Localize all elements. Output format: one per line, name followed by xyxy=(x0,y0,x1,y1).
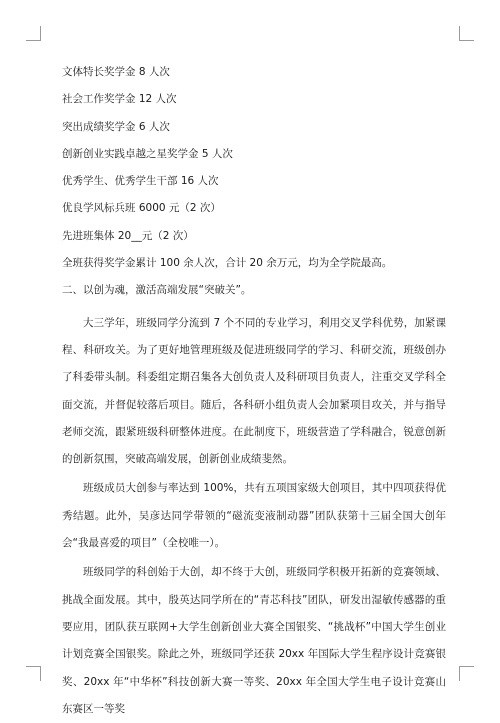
summary-line: 全班获得奖学金累计 100 余人次，合计 20 余万元，均为全学院最高。 xyxy=(62,257,393,270)
scholarship-item: 突出成绩奖学金 6 人次 xyxy=(62,120,170,133)
scholarship-item: 社会工作奖学金 12 人次 xyxy=(62,93,177,106)
scholarship-item: 优秀学生、优秀学生干部 16 人次 xyxy=(62,175,219,188)
scholarship-item: 先进班集体 20__元（2 次） xyxy=(62,229,194,242)
scholarship-item: 创新创业实践卓越之星奖学金 5 人次 xyxy=(62,147,233,160)
crop-mark-top-right xyxy=(459,26,474,41)
crop-mark-top-left xyxy=(26,26,41,41)
crop-mark-bottom-left xyxy=(26,666,41,681)
section-heading: 二、以创为魂，激活高端发展“突破关”。 xyxy=(62,284,252,297)
scholarship-item: 文体特长奖学金 8 人次 xyxy=(62,66,170,78)
body-paragraph-competitions: 班级同学的科创始于大创，却不终于大创，班级同学积极开拓新的竞赛领域、挑战全面发展。其中，殷英达同学所在的“青芯科技”团队，研发出湿敏传感器的重要应用，团队获互联网+大学生创新创业大赛全国银奖、“挑战杯”中国大学生创业计划竞赛全国银奖。除此之外，班级同学还获 20xx 年国际大学生程序设计竞赛银奖、20xx 年“中华杯”科技创新大赛一等奖、20xx 年全国大学生电子设计竞赛山东赛区一等奖 xyxy=(62,566,446,715)
body-paragraph-research: 大三学年，班级同学分流到 7 个不同的专业学习，利用交叉学科优势，加紧课程、科研攻关。为了更好地管理班级及促进班级同学的学习、科研交流，班级创办了科委带头制。科委组定期召集各大创负责人及科研项目负责人，注重交叉学科全面交流，并督促较落后项目。随后，各科研小组负责人会加紧项目攻关，并与指导老师交流，跟紧班级科研整体进度。在此制度下，班级营造了学科融合，锐意创新的创新氛围，突破高端发展，创新创业成绩斐然。 xyxy=(62,316,446,466)
document-page xyxy=(62,64,446,723)
crop-mark-bottom-right xyxy=(459,666,474,681)
scholarship-item: 优良学风标兵班 6000 元（2 次） xyxy=(62,202,221,215)
body-paragraph-innovation-projects: 班级成员大创参与率达到 100%，共有五项国家级大创项目，其中四项获得优秀结题。此外，吴彦达同学带领的“磁流变液制动器”团队获第十三届全国大创年会“我最喜爱的项目”（全校唯一）。 xyxy=(62,482,446,550)
